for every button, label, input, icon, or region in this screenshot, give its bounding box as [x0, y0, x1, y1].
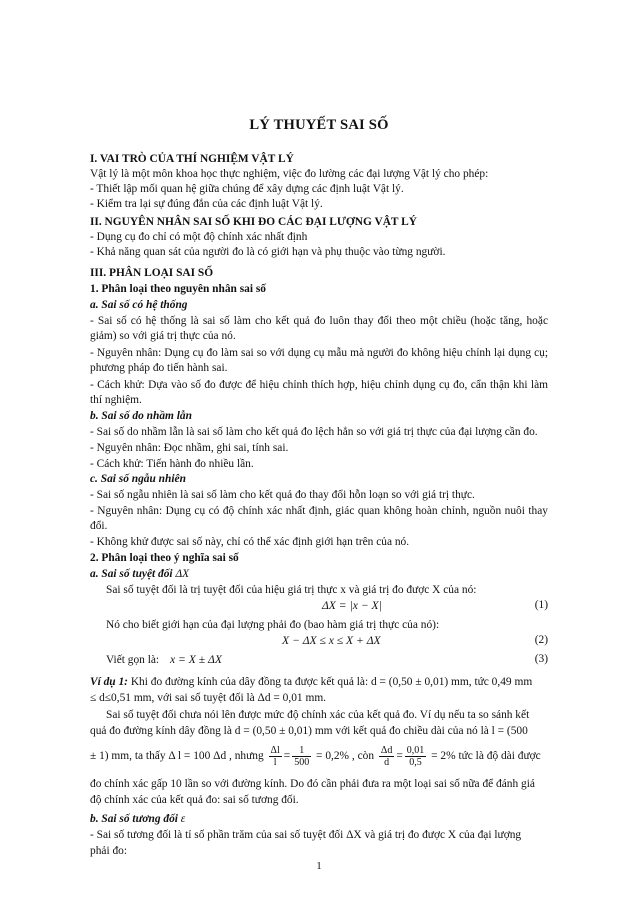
- example-1-line-6: đo chính xác gấp 10 lần so với đường kính. Do đó cần phải đưa ra một loại sai số nữa để đánh giá: [90, 778, 535, 790]
- fraction-1-denominator: l: [273, 756, 277, 768]
- section-1-heading: I. VAI TRÒ CỦA THÍ NGHIỆM VẬT LÝ: [90, 153, 294, 165]
- section-1-intro: Vật lý là một môn khoa học thực nghiệm, việc đo lường các đại lượng Vật lý cho phép:: [90, 168, 489, 180]
- page-title: LÝ THUYẾT SAI SỐ: [249, 117, 389, 133]
- example-1-line-4: quả đo đường kính dây đồng là d = (0,50 ± 0,01) mm với kết quả đo chiều dài của nó là l = (500: [90, 725, 528, 737]
- section-2-bullet-1: - Dụng cụ đo chỉ có một độ chính xác nhất định: [90, 231, 308, 243]
- absolute-error-title-text: a. Sai số tuyệt đối: [90, 568, 176, 580]
- equation-3-number: (3): [534, 653, 548, 665]
- example-1-line-3: Sai số tuyệt đối chưa nói lên được mức độ chính xác của kết quả đo. Ví dụ nếu ta so sánh kết: [106, 709, 530, 721]
- subsection-c-paragraph-1: - Sai số ngẫu nhiên là sai số làm cho kết quả đo thay đổi hỗn loạn so với giá trị thực.: [90, 489, 475, 501]
- subsection-b-paragraph-2: - Nguyên nhân: Đọc nhầm, ghi sai, tính sai.: [90, 442, 289, 454]
- section-1-bullet-2: - Kiểm tra lại sự đúng đắn của các định luật Vật lý.: [90, 198, 323, 210]
- fraction-4-numerator: 0,01: [406, 744, 425, 756]
- subsection-c-title: c. Sai số ngẫu nhiên: [90, 473, 186, 485]
- relative-error-title-text: b. Sai số tương đối: [90, 813, 181, 825]
- relative-error-title: [90, 812, 548, 827]
- subsection-a-paragraph-3: - Cách khử: Dựa vào số đo được để hiệu chỉnh thích hợp, hiệu chỉnh dụng cụ đo, cẩn thận khi làm thí nghiệm.: [90, 379, 548, 406]
- example-1-line-5-end: = 2% tức là độ dài được: [431, 750, 541, 762]
- equation-2-number: (2): [534, 634, 548, 646]
- fraction-2-numerator: 1: [292, 745, 311, 757]
- page-number: 1: [316, 860, 322, 872]
- fraction-1-over-500: [292, 745, 311, 768]
- subsection-b-paragraph-3: - Cách khử: Tiến hành đo nhiều lần.: [90, 458, 254, 470]
- absolute-error-title: [90, 567, 548, 582]
- relative-error-definition-line-2: phải đo:: [90, 845, 128, 857]
- section-3-heading: III. PHÂN LOẠI SAI SỐ: [90, 267, 214, 279]
- example-1-line-5: ± 1) mm, ta thấy Δ l = 100 Δd , nhưng $\frac{\Delta l}{l}$ = $\frac{1}{500}$ = 0,2% , còn $\frac{\Delta d}{d}$ = $\frac{0,01}{0,5}$ = 2% tức là độ dài được: [90, 744, 541, 768]
- example-1-line-1-text: Khi đo đường kính của dây đồng ta được kết quả là: d = (0,50 ± 0,01) mm, tức 0,49 mm: [127, 676, 533, 688]
- fraction-dd-over-d: [379, 745, 394, 768]
- fraction-3-numerator: Δd: [380, 744, 393, 756]
- example-1-label: Ví dụ 1:: [90, 676, 128, 688]
- fraction-001-over-05: [405, 745, 427, 768]
- subsection-a-paragraph-1: - Sai số có hệ thống là sai số làm cho kết quả đo luôn thay đổi theo một chiều (hoặc tăng, hoặc giảm) so với giá trị thực của nó.: [90, 315, 548, 342]
- subsection-a-paragraph-2: - Nguyên nhân: Dụng cụ đo làm sai so với dụng cụ mẫu mà người đo không hiệu chỉnh lại dụng cụ; phương pháp đo tiến hành sai.: [90, 347, 548, 374]
- absolute-error-definition: Sai số tuyệt đối là trị tuyệt đối của hiệu giá trị thực x và giá trị đo được X của nó:: [106, 584, 477, 596]
- subsection-2-heading: 2. Phân loại theo ý nghĩa sai số: [90, 552, 239, 564]
- fraction-1-numerator: Δl: [270, 744, 280, 756]
- section-1-bullet-1: - Thiết lập mối quan hệ giữa chúng để xây dựng các định luật Vật lý.: [90, 183, 404, 195]
- subsection-c-paragraph-2: - Nguyên nhân: Dụng cụ có độ chính xác nhất định, giác quan không hoàn chỉnh, nguồn nuôi thay đổi.: [90, 505, 548, 532]
- fraction-3-denominator: d: [384, 756, 390, 768]
- equation-3-label: Viết gọn là:: [106, 654, 160, 666]
- equation-3: x = X ± ΔX: [170, 653, 222, 666]
- relative-error-symbol: ε: [180, 813, 186, 825]
- subsection-b-paragraph-1: - Sai số do nhầm lẫn là sai số làm cho kết quả đo lệch hẳn so với giá trị thực của đại lượng cần đo.: [90, 426, 538, 438]
- fraction-2-denominator: 500: [294, 756, 310, 768]
- section-2-bullet-2: - Khả năng quan sát của người đo là có giới hạn và phụ thuộc vào từng người.: [90, 246, 446, 258]
- section-2-heading: II. NGUYÊN NHÂN SAI SỐ KHI ĐO CÁC ĐẠI LƯỢNG VẬT LÝ: [90, 216, 417, 228]
- fraction-dl-over-l: [269, 745, 282, 768]
- relative-error-definition-line-1: - Sai số tương đối là tỉ số phần trăm của sai số tuyệt đối ΔX và giá trị đo được X của đại lượng: [90, 829, 522, 841]
- example-1-line-1: [90, 675, 548, 690]
- subsection-a-title: a. Sai số có hệ thống: [90, 299, 188, 311]
- example-1-line-7: độ chính xác của kết quả đo: sai số tương đối.: [90, 794, 299, 806]
- equation-1-number: (1): [534, 599, 548, 611]
- fraction-4-denominator: 0,5: [409, 756, 422, 768]
- subsection-b-title: b. Sai số do nhầm lẫn: [90, 410, 192, 422]
- equation-2: X − ΔX ≤ x ≤ X + ΔX: [282, 634, 381, 647]
- absolute-error-limit-text: Nó cho biết giới hạn của đại lượng phải đo (bao hàm giá trị thực của nó):: [106, 619, 440, 631]
- equation-1: ΔX = |x − X|: [322, 599, 382, 612]
- example-1-line-5-start: ± 1) mm, ta thấy Δ l = 100 Δd , nhưng: [90, 750, 264, 762]
- example-1-line-5-middle: = 0,2% , còn: [316, 750, 375, 762]
- example-1-line-2: ≤ d≤0,51 mm, với sai số tuyệt đối là Δd = 0,01 mm.: [90, 692, 327, 704]
- subsection-1-heading: 1. Phân loại theo nguyên nhân sai số: [90, 283, 266, 295]
- subsection-c-paragraph-3: - Không khử được sai số này, chỉ có thể xác định giới hạn trên của nó.: [90, 536, 410, 548]
- absolute-error-symbol: ΔX: [175, 568, 190, 580]
